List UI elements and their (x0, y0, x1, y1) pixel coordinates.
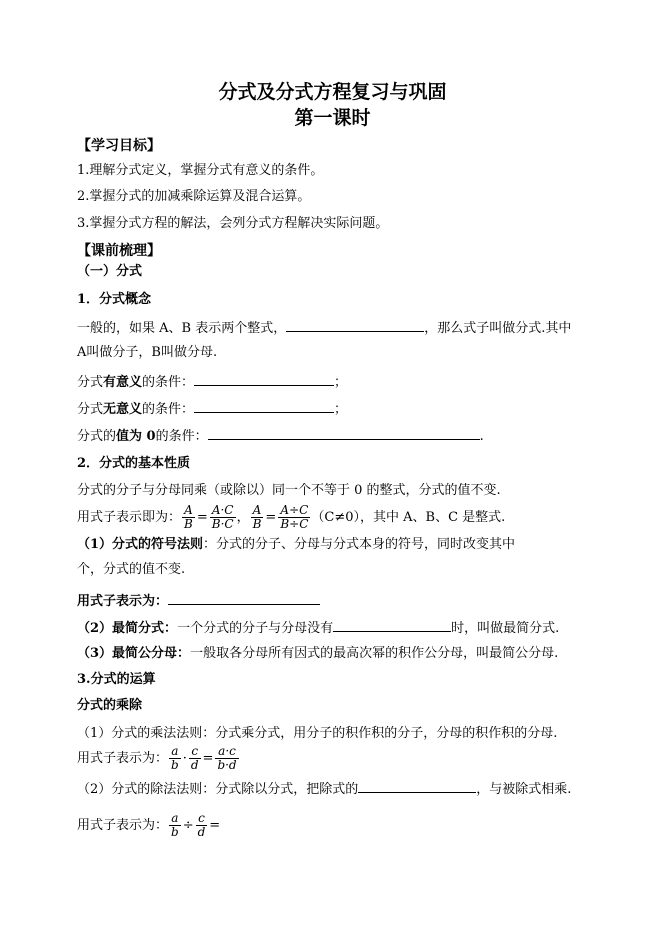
section-heading: 2．分式的基本性质 (77, 456, 191, 471)
section-heading: 1．分式概念 (77, 292, 152, 307)
section-heading: 3.分式的运算 (77, 672, 156, 687)
lcd-definition: （3）最简公分母：一般取各分母所有因式的最高次幂的积作公分母，叫最简公分母. (77, 646, 559, 661)
sign-rule-cont: 个，分式的值不变. (77, 562, 186, 577)
simplest-fraction: （2）最简分式：一个分式的分子与分母没有 时，叫做最简分式. (77, 618, 559, 638)
part-heading: （一）分式 (77, 264, 143, 279)
property-text: 分式的分子与分母同乘（或除以）同一个不等于 0 的整式，分式的值不变. (77, 483, 501, 498)
subsection-heading: 分式的乘除 (77, 698, 143, 713)
sign-expression: 用式子表示为： (77, 591, 320, 611)
definition-line: A叫做分子，B叫做分母. (77, 345, 218, 360)
goal-item: 1.理解分式定义，掌握分式有意义的条件。 (77, 163, 324, 178)
fraction: $\frac{A\div C}{B\div C}$ (280, 503, 309, 531)
property-formula: 用式子表示即为： $\frac{A}{B}$ = $\frac{A\cdot C}{B\cdot C}$ ， $\frac{A}{B}$ = $\frac{A\div C}{B\div C}$ （C≠0），其中 A、B、C 是整式. (77, 503, 506, 531)
definition-line: 一般的，如果 A、B 表示两个整式， ，那么式子叫做分式.其中 (77, 318, 571, 338)
meaningful-condition: 分式有意义的条件： ； (77, 372, 347, 392)
fraction: $\frac{c}{d}$ (197, 811, 206, 839)
fraction: $\frac{c}{d}$ (190, 744, 199, 772)
multiplication-rule: （1）分式的乘法法则：分式乘分式，用分子的积作积的分子，分母的积作积的分母. (77, 726, 558, 741)
page-subtitle: 第一课时 (294, 107, 371, 129)
zero-condition: 分式的值为 0的条件： . (77, 426, 484, 446)
fraction: $\frac{a\cdot c}{b\cdot d}$ (217, 744, 237, 772)
division-rule: （2）分式的除法法则：分式除以分式，把除式的 ，与被除式相乘. (77, 779, 571, 799)
multiplication-formula: 用式子表示为： $\frac{a}{b}$ · $\frac{c}{d}$ = $\frac{a\cdot c}{b\cdot d}$ (77, 744, 237, 772)
answer-blank[interactable] (208, 426, 480, 440)
answer-blank[interactable] (168, 591, 320, 605)
page-title: 分式及分式方程复习与巩固 (218, 81, 447, 103)
division-formula: 用式子表示为： $\frac{a}{b}$ ÷ $\frac{c}{d}$ = (77, 811, 221, 839)
goal-item: 2.掌握分式的加减乘除运算及混合运算。 (77, 189, 311, 204)
answer-blank[interactable] (194, 372, 334, 386)
meaningless-condition: 分式无意义的条件： ； (77, 399, 347, 419)
fraction: $\frac{A}{B}$ (184, 503, 193, 531)
answer-blank[interactable] (286, 318, 424, 332)
review-heading: 【课前梳理】 (77, 243, 161, 259)
fraction: $\frac{a}{b}$ (171, 744, 179, 772)
answer-blank[interactable] (358, 779, 476, 793)
fraction: $\frac{a}{b}$ (171, 811, 179, 839)
fraction: $\frac{A}{B}$ (252, 503, 262, 531)
goals-heading: 【学习目标】 (77, 138, 161, 154)
goal-item: 3.掌握分式方程的解法，会列分式方程解决实际问题。 (77, 216, 389, 231)
fraction: $\frac{A\cdot C}{B\cdot C}$ (211, 503, 234, 531)
answer-blank[interactable] (194, 399, 334, 413)
answer-blank[interactable] (333, 618, 451, 632)
sign-rule: （1）分式的符号法则：分式的分子、分母与分式本身的符号，同时改变其中 (77, 537, 516, 552)
